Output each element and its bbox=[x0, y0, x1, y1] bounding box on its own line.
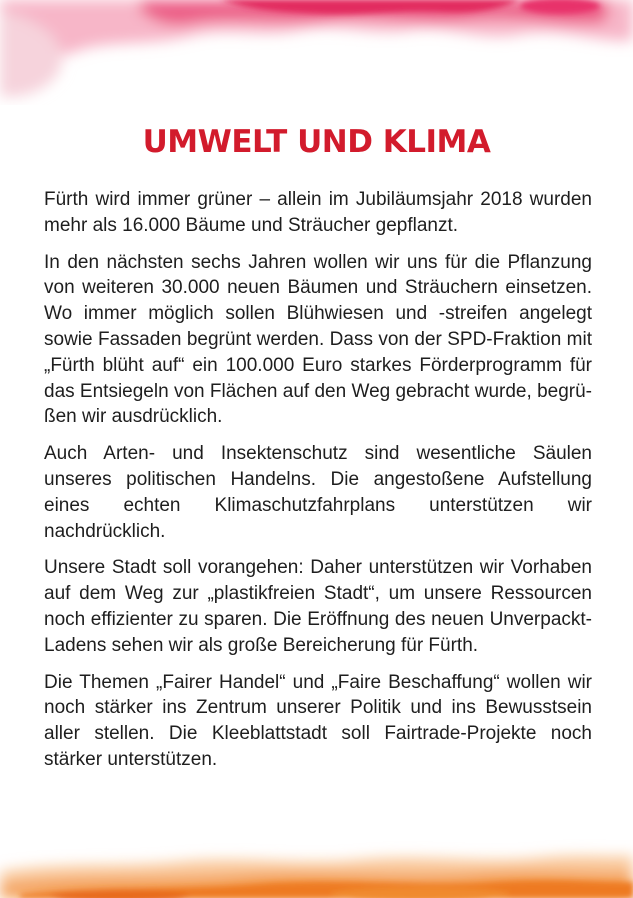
paragraph: In den nächsten sechs Jahren wollen wir uns für die Pflanzung von weiteren 30.000 neuen Bäumen und Sträuchern einsetzen. Wo immer möglich sollen Blühwiesen und -streifen angelegt sowie Fassaden begrünt werden. Dass von der SPD-Fraktion mit „Fürth blüht auf“ ein 100.000 Euro starkes Förderprogramm für das Entsiegeln von Flächen auf den Weg gebracht wurde, begrüßen wir ausdrücklich. bbox=[44, 251, 592, 428]
paragraph: Die Themen „Fairer Handel“ und „Faire Beschaffung“ wollen wir noch stärker ins Zentrum unserer Politik und ins Bewusstsein aller stellen. Die Kleeblattstadt soll Fairtrade-Projekte noch stärker unterstützen. bbox=[44, 671, 592, 770]
pink-watercolor-header bbox=[0, 0, 633, 105]
paragraph: Auch Arten- und Insektenschutz sind wesentliche Säulen unseres politischen Handelns. Die angestoßene Aufstellung eines echten Klimaschutzfahrplans unterstützen wir nachdrücklich. bbox=[44, 443, 592, 542]
orange-watercolor-footer bbox=[0, 832, 633, 898]
page-title: UMWELT UND KLIMA bbox=[142, 124, 491, 160]
body-text bbox=[44, 187, 592, 784]
paragraph: Fürth wird immer grüner – allein im Jubiläumsjahr 2018 wurden mehr als 16.000 Bäume und Sträucher gepflanzt. bbox=[44, 189, 592, 236]
paragraph: Unsere Stadt soll vorangehen: Daher unterstützen wir Vorhaben auf dem Weg zur „plastikfreien Stadt“, um unsere Ressourcen noch effizienter zu sparen. Die Eröffnung des neuen Unverpackt-Ladens sehen wir als große Bereicherung für Fürth. bbox=[44, 557, 592, 656]
